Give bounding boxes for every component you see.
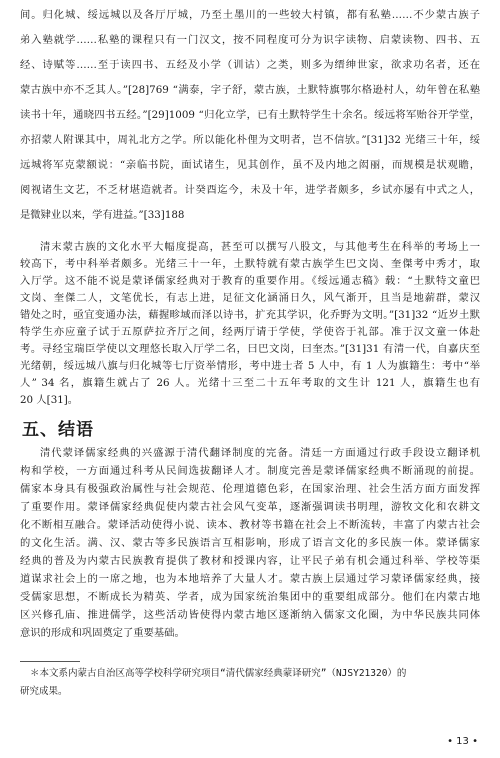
text-line: 儒家本身具有极强政治属性与社会规范、伦理道德色彩，在国家治理、社会生活方面方面发挥 [20,483,480,495]
text-line: 间。归化城、绥远城以及各厅厅城，乃至土墨川的一些较大村镇，都有私塾……不少蒙古族子 [20,9,480,21]
text-line: 经典的普及为内蒙古民族教育提供了教材和授课内容，让平民子弟有机会通过科举、学校等渠 [20,555,480,567]
text-line: 化不断相互融合。蒙译活动使得小说、读本、教材等书籍在社会上不断流转，丰富了内蒙古社会 [20,519,480,531]
text-line: 清代蒙译儒家经典的兴盛源于清代翻译制度的完备。清廷一方面通过行政手段设立翻译机 [40,447,480,459]
page-number: • 13 • [447,736,478,747]
text-line: 弟入塾就学……私塾的课程只有一门汉文，按不同程度可分为识字读物、启蒙读物、四书、五 [20,34,480,46]
text-line: 的文化生活。满、汉、蒙古等多民族语言互相影响，形成了语言文化的多民族一体。蒙译儒家 [20,537,480,549]
text-line: 区兴修孔庙、推进儒学，这些活动皆使得内蒙古地区逐渐纳入儒家文化圈，为中华民族共同体 [20,609,480,621]
text-line: 意识的形成和巩固奠定了重要基础。 [20,627,185,639]
section-heading: 五、结语 [22,420,94,440]
text-line: 光绪朝，绥远城八旗与归化城等七厅资举情形，考中进士者 5 人中，有 1 人为旗籍生：考中“举 [20,360,480,372]
text-line: 经、诗赋等……至于读四书、五经及小学（训诂）之类，则多为缙绅世家，欲求功名者，还在 [20,59,480,71]
text-line: 20 人[31]。 [20,394,79,406]
text-line: 文岗、奎傑二人，文笔优长，有志上进，足征文化涵涌日久，风气渐开，且当是地薪群，蒙汉 [20,292,480,304]
text-line: 是微肄业以来，学有进益。”[33]188 [20,209,185,221]
text-line: 清末蒙古族的文化水平大幅度提高，甚至可以撰写八股文，与其他考生在科举的考场上一 [40,241,480,253]
text-line: 考。寻经宝瑞臣学使以文理悠长取入厅学二名，曰巴文岗，曰奎杰。”[31]31 有清一代，自嘉庆至 [20,343,480,355]
text-line: 亦招蒙人附课其中，周礼北方之学。所以能化朴俚为文明者，岂不信欤。”[31]32 光绪三十年，绥 [20,134,480,146]
footnote-line: 研究成果。 [20,686,68,697]
text-line: 远城将军克蒙额说：“亲临书院，面试诸生，见其创作，虽不及内地之闳丽，而规模是状观瞻， [20,159,480,171]
text-line: 入厅学。这不能不说是蒙译儒家经典对于教育的重要作用。《绥远通志稿》载：“土默特文童巴 [20,275,480,287]
footnote-divider [20,661,80,662]
text-line: 较高下，考中科举者颇多。光绪三十一年，土默特就有蒙古族学生巴文岗、奎傑考中秀才，取 [20,258,480,270]
text-line: 阅视诸生文艺，不乏材堪造就者。计癸酉迄今，未及十年，进学者颇多，乡试亦屡有中式之人， [20,184,480,196]
text-line: 特学生亦应童子试于五原萨拉齐厅之间，经两厅请于学使，学使咨于礼部。准于汉文童一体赴 [20,326,480,338]
text-line: 了重要作用。蒙译儒家经典促使内蒙古社会风气变革，逐渐强调读书明理，游牧文化和农耕文 [20,501,480,513]
text-line: 受儒家思想，不断成长为精英、学者，成为国家统治集团中的重要组成部分。他们在内蒙古地 [20,591,480,603]
text-line: 读书十年，通晓四书五经。”[29]1009 “归化立学，已有土默特学生十余名。绥远将军贻谷开学堂， [20,109,480,121]
text-line: 构和学校，一方面通过科考从民间选拔翻译人才。制度完善是蒙译儒家经典不断涌现的前提。 [20,465,480,477]
text-line: 蒙古族中亦不乏其人。”[28]769 “满泰，字子舒，蒙古族，土默特旗鄂尔格逊村人，幼年曾在私塾 [20,84,480,96]
footnote-line: ＊本文系内蒙古自治区高等学校科学研究项目“清代儒家经典蒙译研究”（NJSY21320）的 [30,668,407,679]
text-line: 错处之时，亟宜变通办法，藉握畛域而泽以诗书，扩充其学识，化乔野为文明。”[31]32 “近岁土默 [20,309,480,321]
text-line: 人” 34 名，旗籍生就占了 26 人。光绪十三至二十五年考取的文生计 121 人，旗籍生也有 [20,377,480,389]
text-line: 道谋求社会上的一席之地，也为本地培养了大量人才。蒙古族上层通过学习蒙译儒家经典，接 [20,573,480,585]
